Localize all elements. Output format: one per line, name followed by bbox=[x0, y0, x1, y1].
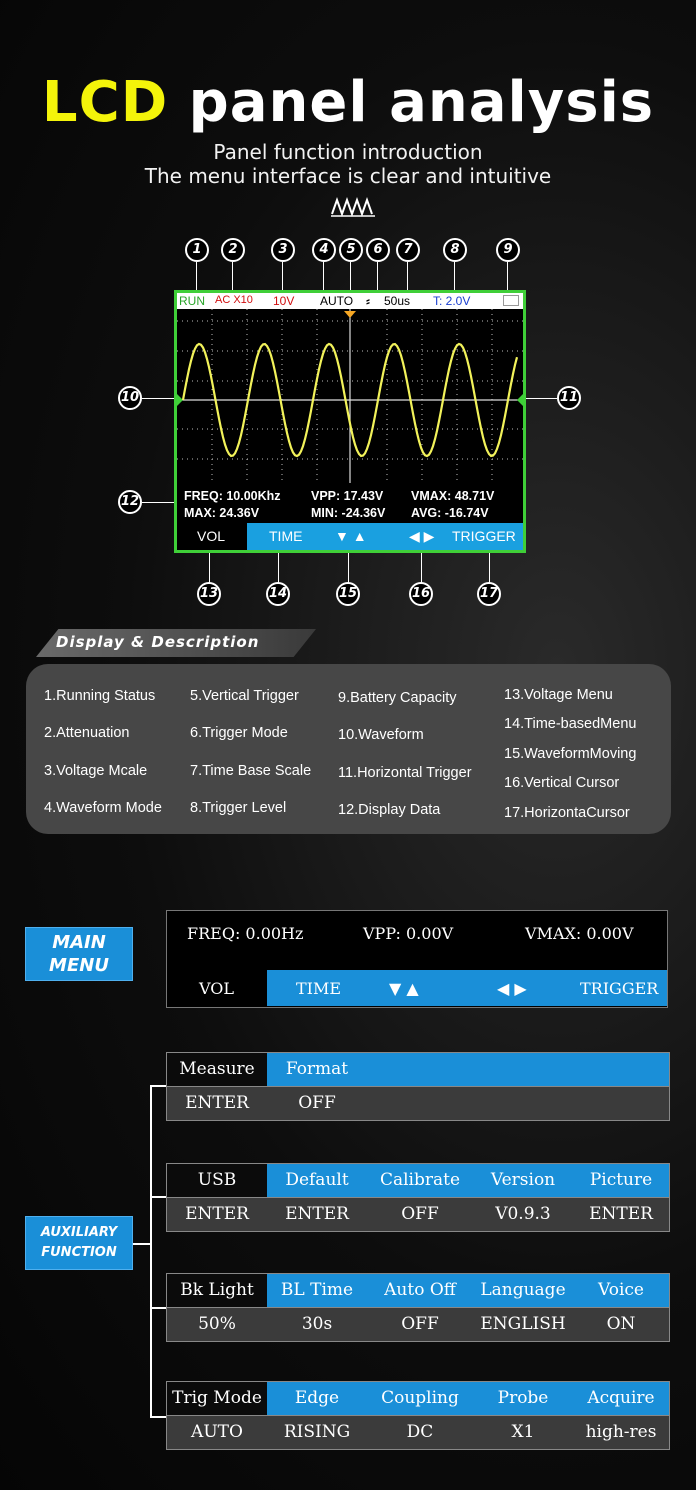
leader-line bbox=[348, 553, 349, 583]
callout-2: 2 bbox=[221, 238, 245, 262]
table-value-cell[interactable]: ENGLISH bbox=[480, 1314, 566, 1334]
callout-7: 7 bbox=[396, 238, 420, 262]
table-header-row bbox=[167, 1274, 669, 1307]
title-rest: panel analysis bbox=[188, 70, 655, 135]
desc-item: 11.Horizontal Trigger bbox=[338, 765, 472, 781]
table-value-row bbox=[167, 1197, 669, 1231]
callout-12: 12 bbox=[118, 490, 142, 514]
attenuation: AC X10 bbox=[215, 294, 253, 306]
desc-item: 6.Trigger Mode bbox=[190, 725, 288, 741]
status-bar bbox=[177, 293, 523, 309]
table-value-cell[interactable]: DC bbox=[406, 1422, 434, 1442]
leader-line bbox=[489, 553, 490, 583]
table-value-cell[interactable]: 50% bbox=[198, 1314, 236, 1334]
edge-symbol: ⸗ bbox=[366, 294, 370, 308]
table-header-cell[interactable]: Auto Off bbox=[384, 1280, 456, 1300]
main-time[interactable]: TIME bbox=[296, 979, 342, 998]
table-value-cell[interactable]: OFF bbox=[401, 1314, 439, 1334]
table-header-cell[interactable]: Acquire bbox=[587, 1388, 655, 1408]
table-value-cell[interactable]: OFF bbox=[401, 1204, 439, 1224]
callout-11: 11 bbox=[557, 386, 581, 410]
softkey-time[interactable]: TIME bbox=[269, 528, 303, 544]
tree-line bbox=[150, 1416, 167, 1418]
leader-line bbox=[350, 262, 351, 292]
callout-4: 4 bbox=[312, 238, 336, 262]
table-header-cell[interactable]: Voice bbox=[598, 1280, 644, 1300]
tree-line bbox=[150, 1307, 167, 1309]
softkey-bar bbox=[177, 523, 523, 550]
callout-10: 10 bbox=[118, 386, 142, 410]
callout-1: 1 bbox=[185, 238, 209, 262]
tree-line bbox=[150, 1085, 167, 1087]
main-trigger[interactable]: TRIGGER bbox=[580, 979, 659, 998]
desc-item: 16.Vertical Cursor bbox=[504, 775, 620, 791]
readout-vpp: VPP: 17.43V bbox=[311, 489, 384, 503]
leader-line bbox=[454, 262, 455, 292]
table-value-cell[interactable]: X1 bbox=[511, 1422, 535, 1442]
running-status: RUN bbox=[179, 294, 205, 308]
leader-line bbox=[196, 262, 197, 292]
table-header-cell[interactable]: Edge bbox=[294, 1388, 340, 1408]
table-value-row bbox=[167, 1415, 669, 1449]
table-value-cell[interactable]: high-res bbox=[585, 1422, 657, 1442]
auxiliary-badge bbox=[25, 1216, 133, 1270]
softkey-vol[interactable]: VOL bbox=[197, 528, 226, 544]
desc-item: 13.Voltage Menu bbox=[504, 687, 613, 703]
tree-line bbox=[150, 1085, 152, 1418]
description-title: Display & Description bbox=[56, 633, 260, 651]
callout-3: 3 bbox=[271, 238, 295, 262]
leader-line bbox=[323, 262, 324, 292]
main-leftright[interactable]: ◀ ▶ bbox=[497, 979, 527, 998]
table-value-cell[interactable]: AUTO bbox=[191, 1422, 243, 1442]
callout-16: 16 bbox=[409, 582, 433, 606]
vertical-trigger-marker bbox=[344, 311, 356, 318]
callout-8: 8 bbox=[443, 238, 467, 262]
table-header-cell[interactable]: Probe bbox=[497, 1388, 549, 1408]
leader-line bbox=[209, 553, 210, 583]
table-header-cell[interactable]: BL Time bbox=[280, 1280, 354, 1300]
desc-item: 4.Waveform Mode bbox=[44, 800, 162, 816]
table-header-row bbox=[167, 1164, 669, 1197]
display-table bbox=[166, 1273, 670, 1342]
main-menu-badge bbox=[25, 927, 133, 981]
table-header-row bbox=[167, 1382, 669, 1415]
desc-item: 17.HorizontaCursor bbox=[504, 805, 630, 821]
battery-icon bbox=[503, 295, 519, 306]
desc-item: 8.Trigger Level bbox=[190, 800, 287, 816]
table-value-cell[interactable]: V0.9.3 bbox=[495, 1204, 551, 1224]
table-value-cell[interactable]: ENTER bbox=[285, 1204, 349, 1224]
leader-line bbox=[377, 262, 378, 292]
table-header-cell[interactable]: Bk Light bbox=[167, 1274, 267, 1307]
timebase: 50us bbox=[384, 294, 411, 308]
trigger-table bbox=[166, 1381, 670, 1450]
tree-line bbox=[133, 1243, 150, 1245]
leader-line bbox=[507, 262, 508, 292]
waveform-area bbox=[177, 309, 523, 483]
title-lcd: LCD bbox=[41, 70, 169, 135]
main-vol[interactable]: VOL bbox=[199, 979, 235, 998]
leader-line bbox=[282, 262, 283, 292]
table-header-cell[interactable]: Measure bbox=[167, 1053, 267, 1086]
main-menu-preview bbox=[166, 910, 668, 1008]
desc-item: 3.Voltage Mcale bbox=[44, 763, 148, 779]
table-value-cell[interactable]: ON bbox=[606, 1314, 636, 1334]
table-header-cell[interactable]: Coupling bbox=[381, 1388, 459, 1408]
leader-line bbox=[142, 502, 176, 503]
measure-table bbox=[166, 1052, 670, 1121]
callout-13: 13 bbox=[197, 582, 221, 606]
table-header-cell[interactable]: USB bbox=[167, 1164, 267, 1197]
badge-line: MAIN bbox=[52, 932, 106, 953]
callout-9: 9 bbox=[496, 238, 520, 262]
trigger-level: T: 2.0V bbox=[433, 294, 471, 308]
table-value-cell[interactable]: RISING bbox=[283, 1422, 351, 1442]
table-header-cell[interactable]: Format bbox=[285, 1059, 349, 1079]
voltage-scale: 10V bbox=[273, 294, 295, 308]
leader-line bbox=[421, 553, 422, 583]
table-value-cell[interactable]: ENTER bbox=[185, 1204, 249, 1224]
softkey-updown[interactable]: ▼ ▲ bbox=[335, 528, 367, 544]
trigger-mode: AUTO bbox=[320, 294, 354, 308]
badge-line: AUXILIARY bbox=[40, 1225, 118, 1240]
main-freq: FREQ: 0.00Hz bbox=[187, 924, 304, 943]
table-header-row bbox=[167, 1053, 669, 1086]
callout-6: 6 bbox=[366, 238, 390, 262]
table-header-cell[interactable]: Language bbox=[480, 1280, 566, 1300]
system-table bbox=[166, 1163, 670, 1232]
table-header-cell[interactable]: Trig Mode bbox=[167, 1382, 267, 1415]
readout-freq: FREQ: 10.00Khz bbox=[184, 489, 281, 503]
right-level-marker bbox=[517, 394, 523, 406]
table-value-row bbox=[167, 1086, 669, 1120]
main-vmax: VMAX: 0.00V bbox=[525, 924, 634, 943]
waveform-icon bbox=[331, 196, 375, 218]
desc-item: 5.Vertical Trigger bbox=[190, 688, 299, 704]
table-value-cell[interactable]: ENTER bbox=[589, 1204, 653, 1224]
readout-avg: AVG: -16.74V bbox=[411, 506, 489, 520]
leader-line bbox=[524, 398, 557, 399]
subtitle-line-1: Panel function introduction bbox=[213, 140, 483, 164]
leader-line bbox=[407, 262, 408, 292]
table-header-cell[interactable]: Calibrate bbox=[379, 1170, 461, 1190]
readout-max: MAX: 24.36V bbox=[184, 506, 260, 520]
tree-line bbox=[150, 1196, 167, 1198]
table-value-cell[interactable]: ENTER bbox=[185, 1093, 249, 1113]
callout-17: 17 bbox=[477, 582, 501, 606]
desc-item: 14.Time-basedMenu bbox=[504, 716, 637, 732]
readout-vmax: VMAX: 48.71V bbox=[411, 489, 495, 503]
main-vpp: VPP: 0.00V bbox=[363, 924, 454, 943]
left-level-marker bbox=[177, 394, 183, 406]
leader-line bbox=[278, 553, 279, 583]
page-title bbox=[0, 70, 696, 135]
table-header-cell[interactable]: Picture bbox=[589, 1170, 653, 1190]
callout-5: 5 bbox=[339, 238, 363, 262]
table-value-row bbox=[167, 1307, 669, 1341]
leader-line bbox=[232, 262, 233, 292]
table-header-cell[interactable]: Default bbox=[285, 1170, 349, 1190]
desc-item: 1.Running Status bbox=[44, 688, 156, 704]
leader-line bbox=[142, 398, 176, 399]
badge-line: FUNCTION bbox=[41, 1245, 117, 1260]
softkey-trigger[interactable]: TRIGGER bbox=[452, 528, 516, 544]
desc-item: 7.Time Base Scale bbox=[190, 763, 312, 779]
badge-line: MENU bbox=[49, 955, 109, 976]
desc-item: 10.Waveform bbox=[338, 727, 424, 743]
table-value-cell[interactable]: 30s bbox=[301, 1314, 333, 1334]
desc-item: 12.Display Data bbox=[338, 802, 441, 818]
description-panel bbox=[26, 664, 671, 834]
softkey-leftright[interactable]: ◀ ▶ bbox=[409, 528, 435, 544]
table-header-cell[interactable]: Version bbox=[490, 1170, 556, 1190]
main-updown[interactable]: ▼ ▲ bbox=[389, 979, 419, 998]
desc-item: 15.WaveformMoving bbox=[504, 746, 637, 762]
callout-14: 14 bbox=[266, 582, 290, 606]
oscilloscope-screen bbox=[174, 290, 526, 553]
subtitle-line-2: The menu interface is clear and intuitive bbox=[144, 164, 552, 188]
callout-15: 15 bbox=[336, 582, 360, 606]
desc-item: 2.Attenuation bbox=[44, 725, 130, 741]
desc-item: 9.Battery Capacity bbox=[338, 690, 457, 706]
readout-min: MIN: -24.36V bbox=[311, 506, 386, 520]
table-value-cell[interactable]: OFF bbox=[298, 1093, 336, 1113]
